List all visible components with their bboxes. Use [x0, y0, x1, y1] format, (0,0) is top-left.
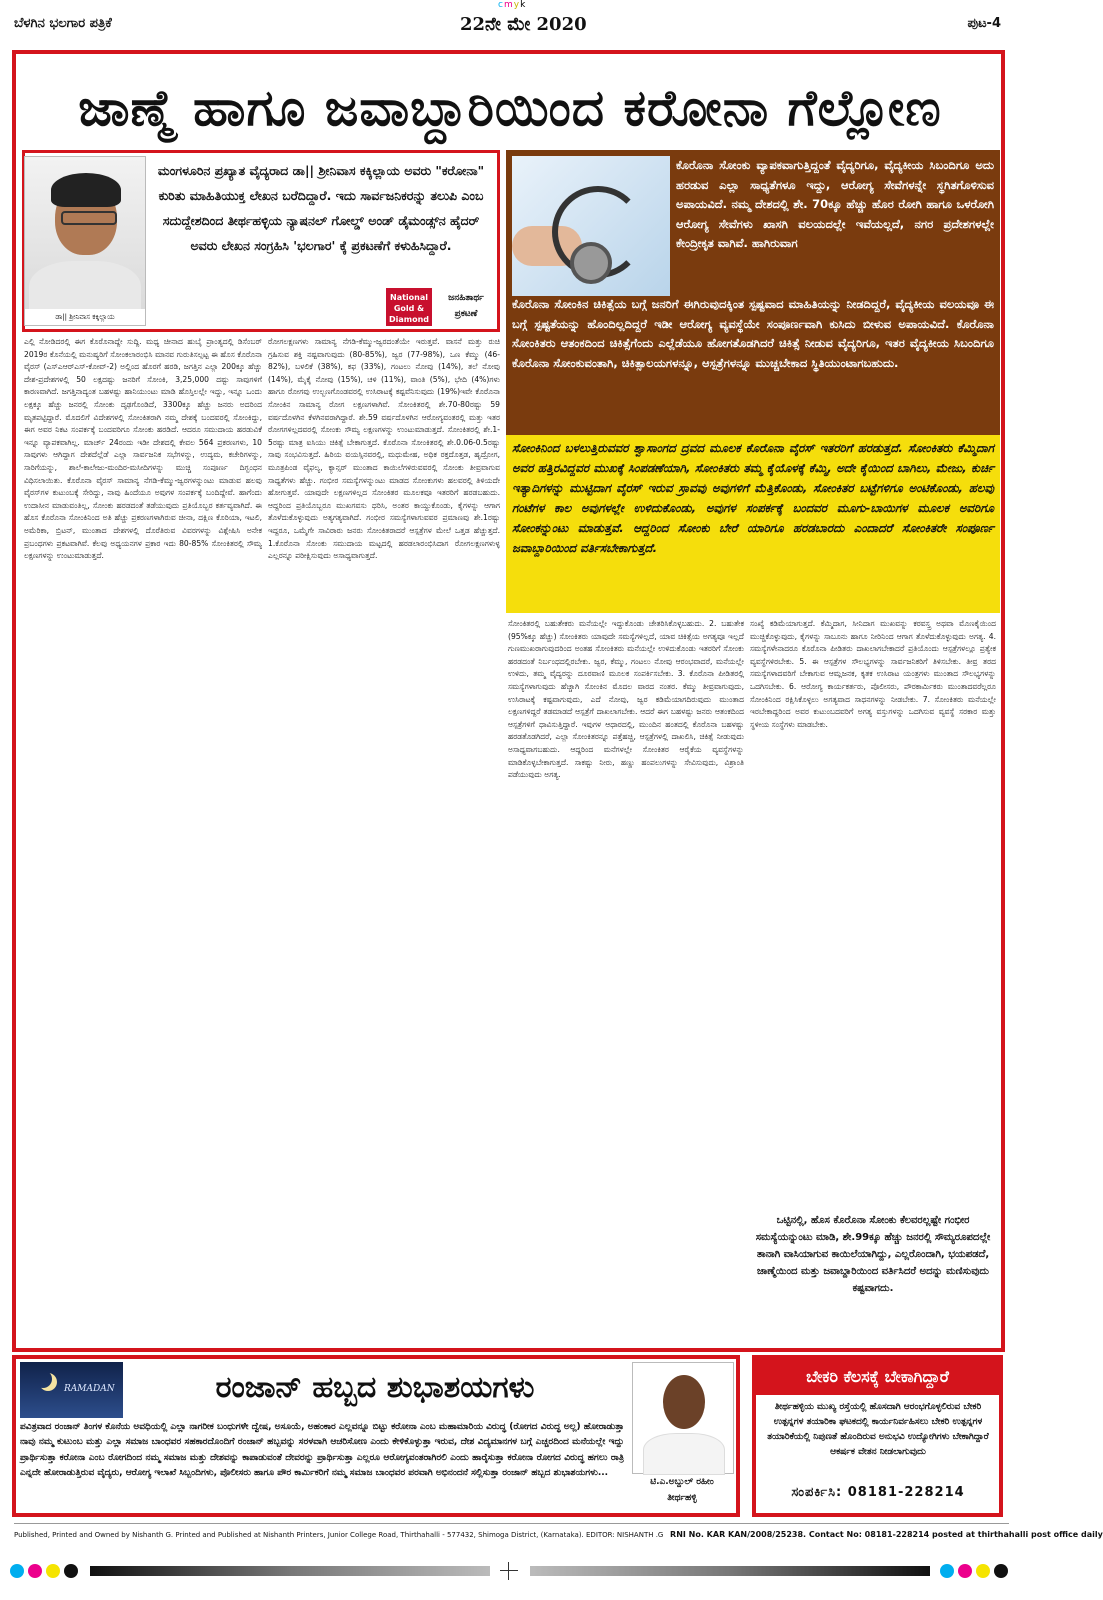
black-swatch [64, 1564, 78, 1578]
black-swatch-right [994, 1564, 1008, 1578]
crescent-moon-icon [34, 1370, 52, 1388]
jobs-ad-body: ತೀರ್ಥಹಳ್ಳಿಯ ಮುಖ್ಯ ರಸ್ತೆಯಲ್ಲಿ ಹೊಸದಾಗಿ ಆರಂಭಗೊಳ್ಳಲಿರುವ ಬೇಕರಿ ಉತ್ಪನ್ನಗಳ ತಯಾರಿಕಾ ಘಟಕದಲ್ಲಿ ಕಾರ್ಯನಿರ್ವಹಿಸಲು ಬೇಕರಿ ಉತ್ಪನ್ನಗಳ ತಯಾರಿಕೆಯಲ್ಲಿ ನಿಪುಣತೆ ಹೊಂದಿರುವ ಅನುಭವಿ ಉದ್ಯೋಗಿಗಳು ಬೇಕಾಗಿದ್ದಾರೆ [767, 1402, 989, 1442]
yellow-swatch [46, 1564, 60, 1578]
author-intro-text: ಮಂಗಳೂರಿನ ಪ್ರಖ್ಯಾತ ವೈದ್ಯರಾದ ಡಾ|| ಶ್ರೀನಿವಾಸ ಕಕ್ಕಿಲ್ಲಾಯ ಅವರು "ಕರೋನಾ" ಕುರಿತು ಮಾಹಿತಿಯುಕ್ತ ಲೇಖನ ಬರೆದಿದ್ದಾರೆ. ಇದು ಸಾರ್ವಜನಿಕರನ್ನು ತಲುಪಿ ಎಂಬ ಸದುದ್ದೇಶದಿಂದ ತೀರ್ಥಹಳ್ಳಿಯ ನ್ಯಾಷನಲ್ ಗೋಲ್ಡ್ ಅಂಡ್ ಡೈಮಂಡ್ಸ್‌ನ ಹೈದರ್ ಅವರು ಲೇಖನ ಸಂಗ್ರಹಿಸಿ 'ಭಲಗಾರ' ಕ್ಕೆ ಪ್ರಕಟಣೆಗೆ ಕಳುಹಿಸಿದ್ದಾರೆ. [157, 163, 485, 253]
cyan-swatch-right [940, 1564, 954, 1578]
article-closing: ಒಟ್ಟಿನಲ್ಲಿ, ಹೊಸ ಕೊರೊನಾ ಸೋಂಕು ಕೆಲವರಲ್ಲಷ್ಟೇ ಗಂಭೀರ ಸಮಸ್ಯೆಯನ್ನುಂಟು ಮಾಡಿ, ಶೇ.99ಕ್ಕೂ ಹೆಚ್ಚು ಜನರಲ್ಲಿ ಸೌಮ್ಯರೂಪದಲ್ಲೇ ತಾನಾಗಿ ವಾಸಿಯಾಗುವ ಕಾಯಿಲೆಯಾಗಿದ್ದು, ಎಲ್ಲರೊಂದಾಗಿ, ಭಯಪಡದೆ, ಜಾಣ್ಮೆಯಿಂದ ಮತ್ತು ಜವಾಬ್ದಾರಿಯಿಂದ ವರ್ತಿಸಿದರೆ ಅದನ್ನು ಮಣಿಸುವುದು ಕಷ್ಟವಾಗದು. [755, 1215, 991, 1294]
article-column-2: ರೋಗಲಕ್ಷಣಗಳು ಸಾಮಾನ್ಯ ನೆಗಡಿ-ಕೆಮ್ಮು-ಜ್ವರದಂತೆಯೇ ಇರುತ್ತವೆ. ವಾಸನೆ ಮತ್ತು ರುಚಿ ಗ್ರಹಿಸುವ ಶಕ್ತಿ ನಷ್ಟವಾಗುವುದು (80-85%), ಜ್ವರ (77-98%), ಒಣ ಕೆಮ್ಮು (46-82%), ಬಳಲಿಕೆ (38%), ಕಫ (33%), ಗಂಟಲು ನೋವು (14%), ತಲೆ ನೋವು (14%), ಮೈಕೈ ನೋವು (15%), ಚಳಿ (11%), ವಾಂತಿ (5%), ಭೇದಿ (4%)ಗಳು ಹಾಗೂ ರೋಗವು ಉಲ್ಬಣಗೊಂಡವರಲ್ಲಿ ಉಸಿರಾಟಕ್ಕೆ ಕಷ್ಟವೆನಿಸುವುದು (19%)ಇವೇ ಕೊರೊನಾ ಸೋಂಕಿನ ಸಾಮಾನ್ಯ ರೋಗ ಲಕ್ಷಣಗಳಾಗಿವೆ. ಸೋಂಕಿತರಲ್ಲಿ ಶೇ.70-80ರಷ್ಟು 59 ವರ್ಷದೊಳಗಿನ ಕೆಳಗಿನವರಾಗಿದ್ದಾರೆ. ಶೇ.59 ವರ್ಷದೊಳಗಿನ ಆರೋಗ್ಯವಂತರಲ್ಲಿ ಮತ್ತು ಇತರ ರೋಗಗಳಿಲ್ಲದವರಲ್ಲಿ ಸೋಂಕು ಸೌಮ್ಯ ಲಕ್ಷಣಗಳನ್ನು ಉಂಟುಮಾಡುತ್ತದೆ. ಸೋಂಕಿತರಲ್ಲಿ ಶೇ.1-5ರಷ್ಟು ಮಾತ್ರ ಐಸಿಯು ಚಿಕಿತ್ಸೆ ಬೇಕಾಗುತ್ತದೆ. ಕೊರೊನಾ ಸೋಂಕಿತರಲ್ಲಿ ಶೇ.0.06-0.5ರಷ್ಟು ಸಾವು ಸಂಭವಿಸುತ್ತದೆ. ಹಿರಿಯ ವಯಸ್ಸಿನವರಲ್ಲಿ, ಮಧುಮೇಹ, ಅಧಿಕ ರಕ್ತದೊತ್ತಡ, ಹೃದ್ರೋಗ, ಮೂತ್ರಪಿಂಡ ವೈಫಲ್ಯ, ಕ್ಯಾನ್ಸರ್ ಮುಂತಾದ ಕಾಯಿಲೆಗಳಿರುವವರಲ್ಲಿ ಸೋಂಕು ತೀವ್ರವಾಗುವ ಸಾಧ್ಯತೆಗಳು ಹೆಚ್ಚು. ಗಂಭೀರ ಸಮಸ್ಯೆಗಳನ್ನುಂಟು ಮಾಡದ ಸೋಂಕುಗಳು ಹಲವರಲ್ಲಿ ತಿಳಿಯದೇ ಹೋಗುತ್ತವೆ. ಯಾವುದೇ ಲಕ್ಷಣಗಳಿಲ್ಲದ ಸೋಂಕಿತರ ಮೂಲಕವೂ ಇತರರಿಗೆ ಹರಡಬಹುದು. ಆದ್ದರಿಂದ ಪ್ರತಿಯೊಬ್ಬರೂ ಮುಖಗವಸು ಧರಿಸಿ, ಅಂತರ ಕಾಯ್ದುಕೊಂಡು, ಕೈಗಳನ್ನು ಆಗಾಗ ತೊಳೆದುಕೊಳ್ಳುವುದು ಅತ್ಯಗತ್ಯವಾಗಿದೆ. ಗಂಭೀರ ಸಮಸ್ಯೆಗಳಾಗುವವರ ಪ್ರಮಾಣವು ಶೇ.1ರಷ್ಟು ಇದ್ದರೂ, ಒಮ್ಮೆಗೇ ಸಾವಿರಾರು ಜನರು ಸೋಂಕಿತರಾದರೆ ಆಸ್ಪತ್ರೆಗಳ ಮೇಲೆ ಒತ್ತಡ ಹೆಚ್ಚುತ್ತದೆ. 1.ಕೊರೊನಾ ಸೋಂಕು ಸಮುದಾಯ ಮಟ್ಟದಲ್ಲಿ ಹರಡಲಾರಂಭಿಸಿದಾಗ ರೋಗಲಕ್ಷಣಗಳುಳ್ಳ ಎಲ್ಲರನ್ನೂ ಪರೀಕ್ಷಿಸುವುದು ಅಸಾಧ್ಯವಾಗುತ್ತದೆ. [268, 337, 500, 561]
national-gold-logo: National Gold & Diamond [386, 288, 432, 326]
jobs-ad-title: ಬೇಕರಿ ಕೆಲಸಕ್ಕೆ ಬೇಕಾಗಿದ್ದಾರೆ [756, 1359, 999, 1395]
highlight-yellow-text: ಸೋಂಕಿನಿಂದ ಬಳಲುತ್ತಿರುವವರ ಶ್ವಾಸಾಂಗದ ದ್ರವದ ಮೂಲಕ ಕೊರೊನಾ ವೈರಸ್ ಇತರರಿಗೆ ಹರಡುತ್ತದೆ. ಸೋಂಕಿತರು ಕೆಮ್ಮಿದಾಗ ಅವರ ಹತ್ತಿರವಿದ್ದವರ ಮುಖಕ್ಕೆ ಸಿಂಪಡಣೆಯಾಗಿ, ಸೋಂಕಿತರು ತಮ್ಮ ಕೈಯೊಳಕ್ಕೆ ಕೆಮ್ಮಿ, ಅದೇ ಕೈಯಿಂದ ಬಾಗಿಲು, ಮೇಜು, ಕುರ್ಚಿ ಇತ್ಯಾದಿಗಳನ್ನು ಮುಟ್ಟಿದಾಗ ವೈರಸ್ ಇರುವ ಸ್ರಾವವು ಅವುಗಳಿಗೆ ಮೆತ್ತಿಕೊಂಡು, ಸೋಂಕಿತರ ಬಟ್ಟೆಗಳಿಗೂ ಅಂಟಿಕೊಂಡು, ಹಲವು ಗಂಟೆಗಳ ಕಾಲ ಅವುಗಳಲ್ಲೇ ಉಳಿದುಕೊಂಡು, ಅವುಗಳ ಸಂಪರ್ಕಕ್ಕೆ ಬಂದವರ ಮೂಗು-ಬಾಯಿಗಳ ಮೂಲಕ ಅವರಿಗೂ ಸೋಂಕನ್ನುಂಟು ಮಾಡುತ್ತವೆ. ಆದ್ದರಿಂದ ಸೋಂಕು ಬೇರೆ ಯಾರಿಗೂ ಹರಡಬಾರದು ಎಂದಾದರೆ ಸೋಂಕಿತರೇ ಸಂಪೂರ್ಣ ಜವಾಬ್ದಾರಿಯಿಂದ ವರ್ತಿಸಬೇಕಾಗುತ್ತದೆ. [512, 441, 994, 555]
registration-mark [500, 1562, 518, 1580]
jobs-ad-phone [760, 1482, 996, 1504]
article-column-1: ಎಲ್ಲಿ ನೋಡಿದರಲ್ಲಿ ಈಗ ಕೊರೊನಾದ್ದೇ ಸುದ್ದಿ. ಮಧ್ಯ ಚೀನಾದ ಹುಬೈ ಪ್ರಾಂತ್ಯದಲ್ಲಿ ಡಿಸೆಂಬರ್ 2019ರ ಕೊನೆಯಲ್ಲಿ ಮನುಷ್ಯರಿಗೆ ಸೋಂಕಲಾರಂಭಿಸಿ ಮಾನವ ಗುರುತಿಸಲ್ಪಟ್ಟ ಈ ಹೊಸ ಕೊರೊನಾ ವೈರಸ್ (ಎಸ್‌ಎಆರ್‌ಎಸ್-ಕೋವ್-2) ಅಲ್ಲಿಂದ ಹೊರಗೆ ಹರಡಿ, ಜಗತ್ತಿನ ಎಲ್ಲಾ 200ಕ್ಕೂ ಹೆಚ್ಚು ದೇಶ-ಪ್ರದೇಶಗಳಲ್ಲಿ 50 ಲಕ್ಷದಷ್ಟು ಜನರಿಗೆ ಸೋಂಕಿ, 3,25,000 ದಷ್ಟು ಸಾವುಗಳಿಗೆ ಕಾರಣವಾಗಿದೆ. ಜಗತ್ತಿನಾದ್ಯಂತ ಬಹಳಷ್ಟು ಹಾನಿಯುಂಟು ಮಾಡಿ ಹೊಸ್ತಿಲಲ್ಲೇ ಇದ್ದು, ಇನ್ನೂ ಒಂದು ಲಕ್ಷಕ್ಕೂ ಹೆಚ್ಚು ಜನರಲ್ಲಿ ಸೋಂಕು ದೃಢಗೊಂಡಿದೆ, 3300ಕ್ಕೂ ಹೆಚ್ಚು ಜನರು ಅದರಿಂದ ಮೃತಪಟ್ಟಿದ್ದಾರೆ. ಮೊದಲಿಗೆ ವಿದೇಶಗಳಲ್ಲಿ ಸೋಂಕಿತರಾಗಿ ನಮ್ಮ ದೇಶಕ್ಕೆ ಬಂದವರಲ್ಲಿ ಸೋಂಕಿದ್ದು, ಈಗ ಅವರ ನಿಕಟ ಸಂಪರ್ಕಕ್ಕೆ ಬಂದವರಿಗೂ ಸೋಂಕು ಹರಡಿದೆ. ಆದರೂ ಸಮುದಾಯ ಹರಡುವಿಕೆ ಇನ್ನೂ ವ್ಯಾಪಕವಾಗಿಲ್ಲ. ಮಾರ್ಚ್ 24ರಂದು ಇಡೀ ದೇಶದಲ್ಲಿ ಕೇವಲ 564 ಪ್ರಕರಣಗಳು, 10 ಸಾವುಗಳು ಆಗಿದ್ದಾಗ ದೇಶದೆಲ್ಲೆಡೆ ಎಲ್ಲಾ ಸಾರ್ವಜನಿಕ ಸಭೆಗಳನ್ನು, ಉದ್ಯಮ, ಕಚೇರಿಗಳನ್ನು, ಸಾರಿಗೆಯನ್ನು, ಶಾಲೆ-ಕಾಲೇಜು-ಮಂದಿರ-ಮಸೀದಿಗಳನ್ನು ಮುಚ್ಚಿ ಸಂಪೂರ್ಣ ದಿಗ್ಬಂಧನ ವಿಧಿಸಲಾಯಿತು. ಕೊರೊನಾ ವೈರಸ್ ಸಾಮಾನ್ಯ ನೆಗಡಿ-ಕೆಮ್ಮು-ಜ್ವರಗಳನ್ನುಂಟು ಮಾಡುವ ಹಲವು ವೈರಸ್‌ಗಳ ಕುಟುಂಬಕ್ಕೆ ಸೇರಿದ್ದು, ನಾವು ಹಿಂದೆಯೂ ಅವುಗಳ ಸಂಪರ್ಕಕ್ಕೆ ಬಂದಿದ್ದೇವೆ. ಹಾಗೆಂದು ಉದಾಸೀನ ಮಾಡುವಂತಿಲ್ಲ, ಸೋಂಕು ಹರಡದಂತೆ ತಡೆಯುವುದು ಪ್ರತಿಯೊಬ್ಬರ ಕರ್ತವ್ಯವಾಗಿದೆ. ಈ ಹೊಸ ಕೊರೊನಾ ಸೋಂಕಿನಿಂದ ಅತಿ ಹೆಚ್ಚು ಪ್ರಕರಣಗಳಾಗಿರುವ ಚೀನಾ, ದಕ್ಷಿಣ ಕೊರಿಯಾ, ಇಟಲಿ, ಅಮೆರಿಕಾ, ಬ್ರಿಟನ್, ಮುಂತಾದ ದೇಶಗಳಲ್ಲಿ ದೊರೆತಿರುವ ವಿವರಗಳನ್ನು ವಿಶ್ಲೇಷಿಸಿ ಅನೇಕ ಪ್ರಬಂಧಗಳು ಪ್ರಕಟವಾಗಿವೆ. ಕೆಲವು ಅಧ್ಯಯನಗಳ ಪ್ರಕಾರ ಇದು 80-85% ಸೋಂಕಿತರಲ್ಲಿ ಸೌಮ್ಯ ಲಕ್ಷಣಗಳನ್ನು ಉಂಟುಮಾಡುತ್ತದೆ. [24, 337, 262, 561]
page-number: ಪುಟ-4 [967, 16, 1001, 31]
advertiser-place: ತೀರ್ಥಹಳ್ಳಿ [667, 1493, 697, 1503]
ramadan-title: ರಂಜಾನ್ ಹಬ್ಬದ ಶುಭಾಶಯಗಳು [215, 1370, 535, 1405]
jobs-phone-label: ಸಂಪರ್ಕಿಸಿ: [791, 1485, 843, 1500]
highlight-brown-text-top: ಕೊರೊನಾ ಸೋಂಕು ವ್ಯಾಪಕವಾಗುತ್ತಿದ್ದಂತೆ ವೈದ್ಯರಿಗೂ, ವೈದ್ಯಕೀಯ ಸಿಬಂದಿಗೂ ಅದು ಹರಡುವ ಎಲ್ಲಾ ಸಾಧ್ಯತೆಗಳೂ ಇದ್ದು, ಆರೋಗ್ಯ ಸೇವೆಗಳನ್ನೇ ಸ್ಥಗಿತಗೊಳಿಸುವ ಅಪಾಯವಿದೆ. ನಮ್ಮ ದೇಶದಲ್ಲಿ ಶೇ. 70ಕ್ಕೂ ಹೆಚ್ಚು ಹೊರ ರೋಗಿ ಹಾಗೂ ಒಳರೋಗಿ ಆರೋಗ್ಯ ಸೇವೆಗಳು ಖಾಸಗಿ ವಲಯದಲ್ಲೇ ಇವೆಯಲ್ಲದೆ, ನಗರ ಪ್ರದೇಶಗಳಲ್ಲೇ ಕೇಂದ್ರೀಕೃತ ವಾಗಿವೆ. ಹಾಗಿರುವಾಗ [676, 158, 994, 251]
cyan-swatch [10, 1564, 24, 1578]
jobs-phone-number: 08181-228214 [847, 1485, 965, 1500]
jobs-ad-salary: ಆಕರ್ಷಕ ವೇತನ ನೀಡಲಾಗುವುದು [830, 1447, 926, 1457]
paper-name: ಬೆಳಗಿನ ಭಲಗಾರ ಪತ್ರಿಕೆ [14, 16, 112, 31]
magenta-swatch-right [958, 1564, 972, 1578]
article-column-3: ಸೋಂಕಿತರಲ್ಲಿ ಬಹುತೇಕರು ಮನೆಯಲ್ಲೇ ಇದ್ದುಕೊಂಡು ಚೇತರಿಸಿಕೊಳ್ಳಬಹುದು. 2. ಬಹುತೇಕ (95%ಕ್ಕೂ ಹೆಚ್ಚು) ಸೋಂಕಿತರು ಯಾವುದೇ ಸಮಸ್ಯೆಗಳಿಲ್ಲದೆ, ಯಾವ ಚಿಕಿತ್ಸೆಯ ಅಗತ್ಯವೂ ಇಲ್ಲದೆ ಗುಣಮುಖರಾಗುವುದರಿಂದ ಅಂತಹ ಸೋಂಕಿತರು ಮನೆಯಲ್ಲೇ ಉಳಿದುಕೊಂಡು ಇತರರಿಗೆ ಸೋಂಕು ಹರಡದಂತೆ ನಿರ್ಬಂಧದಲ್ಲಿರಬೇಕು. ಜ್ವರ, ಕೆಮ್ಮು, ಗಂಟಲು ನೋವು ಆರಂಭವಾದರೆ, ಮನೆಯಲ್ಲೇ ಉಳಿದು, ತಮ್ಮ ವೈದ್ಯರನ್ನು ದೂರವಾಣಿ ಮೂಲಕ ಸಂಪರ್ಕಿಸಬೇಕು. 3. ಕೊರೊನಾ ಪೀಡಿತರಲ್ಲಿ ಸಮಸ್ಯೆಗಳಾಗುವುದು ಹೆಚ್ಚಾಗಿ ಸೋಂಕಿನ ಮೊದಲ ವಾರದ ನಂತರ. ಕೆಮ್ಮು ತೀವ್ರವಾಗುವುದು, ಉಸಿರಾಟಕ್ಕೆ ಕಷ್ಟವಾಗುವುದು, ಎದೆ ನೋವು, ಜ್ವರ ಕಡಿಮೆಯಾಗದಿರುವುದು ಮುಂತಾದ ಲಕ್ಷಣಗಳಿದ್ದರೆ ತಡಮಾಡದೆ ಆಸ್ಪತ್ರೆಗೆ ದಾಖಲಾಗಬೇಕು. ಆದರೆ ಈಗ ಬಹಳಷ್ಟು ಜನರು ಆತಂಕದಿಂದ ಆಸ್ಪತ್ರೆಗಳಿಗೆ ಧಾವಿಸುತ್ತಿದ್ದಾರೆ. ಇವುಗಳ ಆಧಾರದಲ್ಲಿ, ಮುಂದಿನ ಹಂತದಲ್ಲಿ ಕೊರೊನಾ ಬಹಳಷ್ಟು ಹರಡತೊಡಗಿದರೆ, ಎಲ್ಲಾ ಸೋಂಕಿತರನ್ನೂ ಪತ್ತೆಹಚ್ಚಿ, ಆಸ್ಪತ್ರೆಗಳಲ್ಲಿ ದಾಖಲಿಸಿ, ಚಿಕಿತ್ಸೆ ನೀಡುವುದು ಅಸಾಧ್ಯವಾಗಬಹುದು. ಆದ್ದರಿಂದ ಮನೆಗಳಲ್ಲೇ ಸೋಂಕಿತರ ಆರೈಕೆಯ ವ್ಯವಸ್ಥೆಗಳನ್ನು ಮಾಡಿಕೊಳ್ಳಬೇಕಾಗುತ್ತದೆ. ಸಾಕಷ್ಟು ನೀರು, ಹಣ್ಣು ಹಂಪಲುಗಳನ್ನು ಸೇವಿಸುವುದು, ವಿಶ್ರಾಂತಿ ಪಡೆಯುವುದು ಅಗತ್ಯ. [508, 619, 744, 780]
author-photo [24, 156, 146, 326]
highlight-brown-text-bottom: ಕೊರೊನಾ ಸೋಂಕಿನ ಚಿಕಿತ್ಸೆಯ ಬಗ್ಗೆ ಜನರಿಗೆ ಈಗಿರುವುದಕ್ಕಿಂತ ಸ್ಪಷ್ಟವಾದ ಮಾಹಿತಿಯನ್ನು ನೀಡದಿದ್ದರೆ, ವೈದ್ಯಕೀಯ ವಲಯವೂ ಈ ಬಗ್ಗೆ ಸ್ಪಷ್ಟತೆಯನ್ನು ಹೊಂದಿಲ್ಲದಿದ್ದರೆ ಇಡೀ ಆರೋಗ್ಯ ವ್ಯವಸ್ಥೆಯೇ ಸಂಪೂರ್ಣವಾಗಿ ಕುಸಿದು ಬೀಳುವ ಅಪಾಯವಿದೆ. ಕೊರೊನಾ ಸೋಂಕಿತರು ಆತಂಕದಿಂದ ಚಿಕಿತ್ಸೆಗೆಂದು ಎಲ್ಲೆಡೆಯೂ ಹೋಗತೊಡಗಿದರೆ ಚಿಕಿತ್ಸೆ ನೀಡುವ ವೈದ್ಯರಿಗೂ, ಇತರ ವೈದ್ಯಕೀಯ ಸಿಬಂದಿಗೂ ಕೊರೊನಾ ಸೋಂಕುವಂತಾಗಿ, ಚಿಕಿತ್ಸಾಲಯಗಳನ್ನೂ, ಆಸ್ಪತ್ರೆಗಳನ್ನೂ ಮುಚ್ಚಬೇಕಾದ ಸ್ಥಿತಿಯುಂಟಾಗಬಹುದು. [512, 297, 994, 370]
magenta-swatch [28, 1564, 42, 1578]
article-column-4: ಸಂಖ್ಯೆ ಕಡಿಮೆಯಾಗುತ್ತದೆ. ಕೆಮ್ಮಿದಾಗ, ಸೀನಿದಾಗ ಮುಖವನ್ನು ಕರವಸ್ತ್ರ ಅಥವಾ ಮೊಣಕೈಯಿಂದ ಮುಚ್ಚಿಕೊಳ್ಳುವುದು, ಕೈಗಳನ್ನು ಸಾಬೂನು ಹಾಗೂ ನೀರಿನಿಂದ ಆಗಾಗ ತೊಳೆದುಕೊಳ್ಳುವುದು ಅಗತ್ಯ. 4. ಸಮಸ್ಯೆಗಳೇನಾದರೂ ಕೊರೊನಾ ಪೀಡಿತರು ದಾಖಲಾಗಬೇಕಾದರೆ ಪ್ರತಿಯೊಂದು ಆಸ್ಪತ್ರೆಗಳಲ್ಲೂ ಪ್ರತ್ಯೇಕ ವ್ಯವಸ್ಥೆಗಳಿರಬೇಕು. 5. ಈ ಆಸ್ಪತ್ರೆಗಳ ಸೌಲಭ್ಯಗಳನ್ನು ಸಾರ್ವಜನಿಕರಿಗೆ ತಿಳಿಸಬೇಕು. ತೀವ್ರ ತರದ ಸಮಸ್ಯೆಗಳಾದವರಿಗೆ ಬೇಕಾಗುವ ಆಮ್ಲಜನಕ, ಕೃತಕ ಉಸಿರಾಟ ಯಂತ್ರಗಳು ಮುಂತಾದ ಸೌಲಭ್ಯಗಳನ್ನು ಒದಗಿಸಬೇಕು. 6. ಆರೋಗ್ಯ ಕಾರ್ಯಕರ್ತರು, ಪೊಲೀಸರು, ಪೌರಕಾರ್ಮಿಕರು ಮುಂತಾದವರೆಲ್ಲರೂ ಸೋಂಕಿನಿಂದ ರಕ್ಷಿಸಿಕೊಳ್ಳಲು ಅಗತ್ಯವಾದ ಸಾಧನಗಳನ್ನು ನೀಡಬೇಕು. 7. ಸೋಂಕಿತರು ಮನೆಯಲ್ಲೇ ಇರಬೇಕಾದ್ದರಿಂದ ಅವರ ಕುಟುಂಬದವರಿಗೆ ಅಗತ್ಯ ವಸ್ತುಗಳನ್ನು ಒದಗಿಸುವ ವ್ಯವಸ್ಥೆ ಸರಕಾರ ಮತ್ತು ಸ್ಥಳೀಯ ಸಂಸ್ಥೆಗಳು ಮಾಡಬೇಕು. [750, 619, 996, 729]
gray-ramp-right [530, 1566, 930, 1576]
printer-color-bar [0, 1562, 1023, 1580]
jobs-ad-text [760, 1400, 996, 1460]
ramadan-image-label: RAMADAN [64, 1384, 115, 1394]
sponsor-note: ಜನಹಿತಾರ್ಥ ಪ್ರಕಟಣೆ [448, 293, 484, 319]
issue-date: 22ನೇ ಮೇ 2020 [460, 14, 587, 35]
advertiser-name-text: ಟಿ.ಎ.ಅಬ್ದುಲ್ ರಹೀಂ [650, 1477, 714, 1487]
masthead [0, 0, 1023, 50]
photo-caption: ಡಾ|| ಶ್ರೀನಿವಾಸ ಕಕ್ಕಿಲ್ಲಾಯ [25, 309, 145, 325]
ramadan-text: ಪವಿತ್ರವಾದ ರಂಜಾನ್ ತಿಂಗಳ ಕೊನೆಯ ಅವಧಿಯಲ್ಲಿ ಎಲ್ಲಾ ನಾಗರೀಕ ಬಂಧುಗಳೇ ದ್ವೇಷ, ಅಸೂಯೆ, ಅಹಂಕಾರ ಎಲ್ಲವನ್ನೂ ಬಿಟ್ಟು ಕರೋನಾ ಎಂಬ ಮಹಾಮಾರಿಯ ವಿರುದ್ಧ (ರೋಗದ ವಿರುದ್ಧ ಅಲ್ಲ) ಹೋರಾಡುತ್ತಾ ನಾವು ನಮ್ಮ ಕುಟುಂಬ ಮತ್ತು ಎಲ್ಲಾ ಸಮಾಜ ಬಾಂಧವರ ಸಹಕಾರದೊಂದಿಗೆ ರಂಜಾನ್ ಹಬ್ಬವನ್ನು ಸರಳವಾಗಿ ಆಚರಿಸೋಣ ಎಂದು ಕೇಳಿಕೊಳ್ಳುತ್ತಾ ಇರುವ, ದೇಶ ವಿದ್ಯಮಾನಗಳ ಬಗ್ಗೆ ಎಚ್ಚರದಿಂದ ಮನೆಯಲ್ಲೇ ಇದ್ದು ಪ್ರಾರ್ಥಿಸುತ್ತಾ ಕರೋನಾ ಎಂಬ ರೋಗದಿಂದ ನಮ್ಮ ಸಮಾಜ ಮತ್ತು ದೇಶವನ್ನು ಕಾಪಾಡುವಂತೆ ದೇವರನ್ನು ಪ್ರಾರ್ಥಿಸುತ್ತಾ ಎಲ್ಲರೂ ಆರೋಗ್ಯವಂತರಾಗಿರಲಿ ಎಂದು ಹಾರೈಸುತ್ತಾ ಕರೋನಾ ರೋಗದ ವಿರುದ್ಧ ಹಗಲು ರಾತ್ರಿ ಎನ್ನದೇ ಹೋರಾಡುತ್ತಿರುವ ವೈದ್ಯರು, ಆರೋಗ್ಯ ಇಲಾಖೆ ಸಿಬ್ಬಂದಿಗಳು, ಪೊಲೀಸರು ಹಾಗೂ ಪೌರ ಕಾರ್ಮಿಕರಿಗೆ ನಮ್ಮ ಸಮಾಜ ಬಾಂಧವರ ಪರವಾಗಿ ಅಭಿನಂದನೆ ಸಲ್ಲಿಸುತ್ತಾ ರಂಜಾನ್ ಹಬ್ಬದ ಶುಭಾಶಯಗಳು... [20, 1422, 624, 1479]
advertiser-name [632, 1474, 732, 1506]
cmyk-marks: cmyk [498, 0, 527, 10]
gray-ramp [90, 1566, 490, 1576]
imprint-line [14, 1523, 1103, 1546]
stethoscope-photo [512, 156, 670, 296]
advertiser-photo [632, 1362, 734, 1474]
yellow-swatch-right [976, 1564, 990, 1578]
ramadan-banner-image [20, 1362, 123, 1418]
imprint-text: Published, Printed and Owned by Nishanth G. Printed and Published at Nishanth Printers, Junior College Road, Thirthahalli - 577432, Shimoga District, (Karnataka). EDITOR: NISHANTH .G [14, 1531, 664, 1539]
registration-text: RNI No. KAR KAN/2008/25238. Contact No: 08181-228214 posted at thirthahalli post office daily [670, 1530, 1103, 1539]
main-headline: ಜಾಣ್ಮೆ ಹಾಗೂ ಜವಾಬ್ದಾರಿಯಿಂದ ಕರೋನಾ ಗೆಲ್ಲೋಣ [78, 79, 942, 137]
